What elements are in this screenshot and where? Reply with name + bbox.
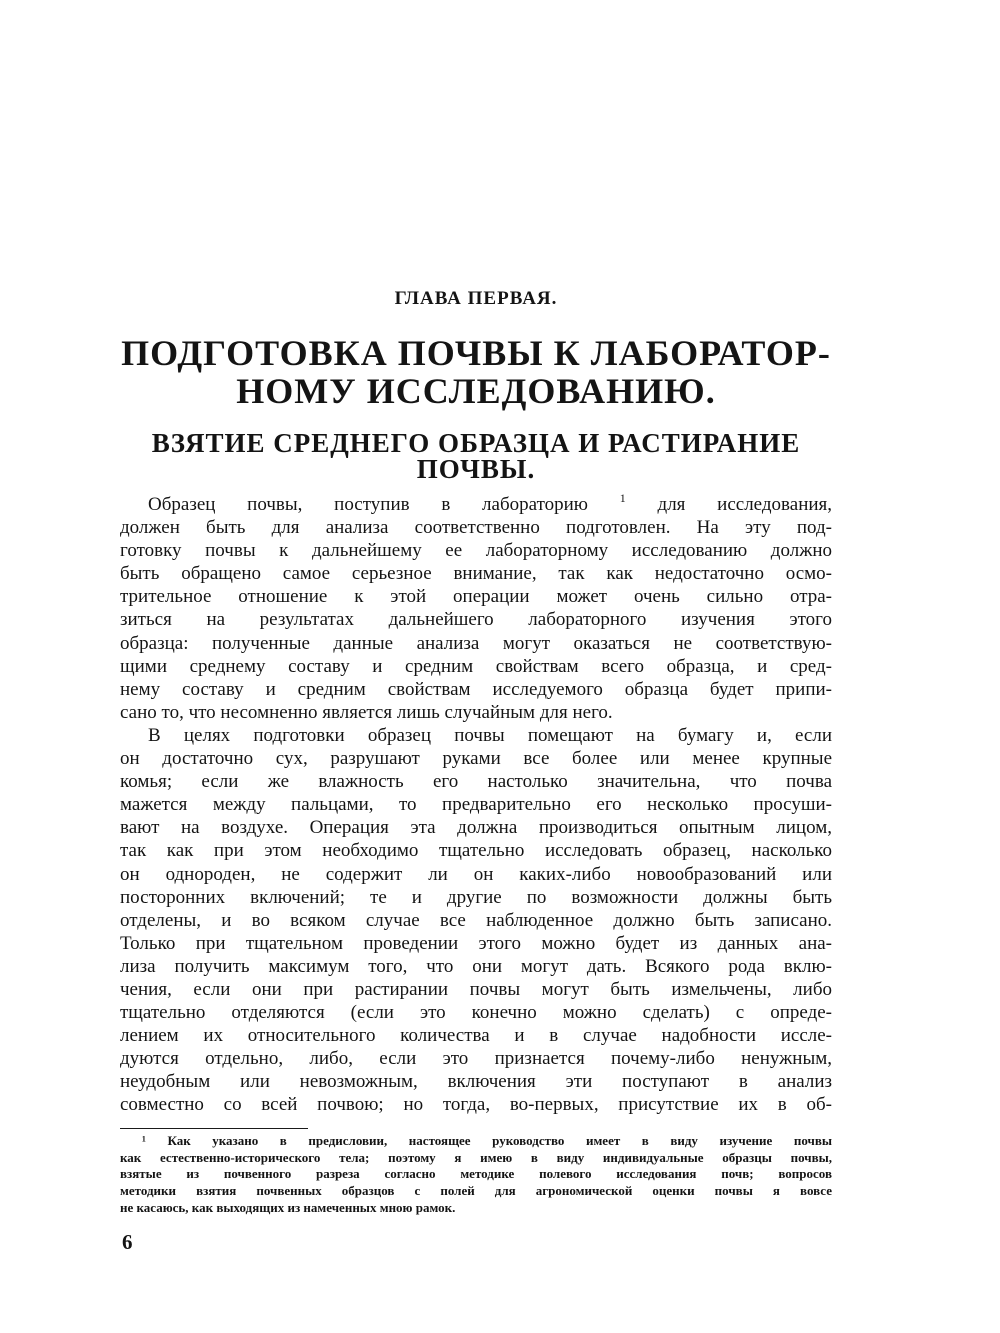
body-line: дуются отдельно, либо, если это признается почему-либо ненужным, (120, 1048, 832, 1070)
body-line-part: для исследования, (657, 494, 833, 515)
chapter-title-line: НОМУ ИССЛЕДОВАНИЮ. (236, 371, 716, 411)
body-line-part: Образец почвы, поступив в лабораторию (148, 494, 588, 515)
body-line: мажется между пальцами, то предварительно его несколько просуши- (120, 794, 832, 816)
body-line: нему составу и средним свойствам исследуемого образца будет припи- (120, 678, 832, 700)
body-line: лиза получить максимум того, что они могут дать. Всякого рода вклю- (120, 955, 832, 977)
body-line: образца: полученные данные анализа могут оказаться не соответствую- (120, 632, 832, 654)
body-line: В целях подготовки образец почвы помещают на бумагу и, если (148, 724, 832, 746)
page-number: 6 (122, 1230, 133, 1254)
footnote (120, 1133, 832, 1216)
body-text (120, 493, 832, 1117)
body-line: вают на воздухе. Операция эта должна производиться опытным лицом, (120, 817, 832, 839)
body-line: так как при этом необходимо тщательно исследовать образец, насколько (120, 840, 832, 862)
body-line: он однороден, не содержит ли он каких-либо новообразований или (120, 863, 832, 885)
footnote-marker: 1 (619, 491, 626, 505)
body-line: трительное отношение к этой операции может очень сильно отра- (120, 586, 832, 608)
book-page (120, 0, 832, 1333)
body-line: посторонних включений; те и другие по возможности должны быть (120, 886, 832, 908)
footnote-line: методики взятия почвенных образцов с полей для агрономической оценки почвы я вовсе (120, 1183, 832, 1199)
body-line (120, 493, 832, 516)
footnote-line: как естественно-исторического тела; поэтому я имею в виду индивидуальные образцы почвы, (120, 1149, 832, 1165)
body-line: сано то, что несомненно является лишь случайным для него. (120, 701, 613, 723)
footnote-line: не касаюсь, как выходящих из намеченных мною рамок. (120, 1199, 456, 1215)
section-title-line: ВЗЯТИЕ СРЕДНЕГО ОБРАЗЦА И РАСТИРАНИЕ (151, 428, 801, 458)
footnote-line: ¹ Как указано в предисловии, настоящее руководство имеет в виду изучение почвы (142, 1133, 832, 1148)
body-line: совместно со всей почвою; но тогда, во-первых, присутствие их в об- (120, 1094, 832, 1116)
body-line: лением их относительного количества и в случае надобности иссле- (120, 1025, 832, 1047)
chapter-title-line: ПОДГОТОВКА ПОЧВЫ К ЛАБОРАТОР- (121, 333, 831, 373)
body-line: чения, если они при растирании почвы могут быть измельчены, либо (120, 978, 832, 1000)
footnote-line: взятые из почвенного разреза согласно методике полевого исследования почв; вопросов (120, 1166, 832, 1182)
section-title (120, 430, 832, 482)
chapter-label: ГЛАВА ПЕРВАЯ. (394, 288, 558, 309)
body-line: зиться на результатах дальнейшего лабораторного изучения этого (120, 609, 832, 631)
body-line: должен быть для анализа соответственно подготовлен. На эту под- (120, 517, 832, 539)
body-line: неудобным или невозможным, включения эти поступают в анализ (120, 1071, 832, 1093)
section-title-line: ПОЧВЫ. (416, 454, 536, 484)
body-line: щими среднему составу и средним свойствам всего образца, и сред- (120, 655, 832, 677)
body-line: отделены, и во всяком случае все наблюденное должно быть записано. (120, 909, 832, 931)
body-line: быть обращено самое серьезное внимание, так как недостаточно осмо- (120, 563, 832, 585)
body-line: комья; если же влажность его настолько значительна, что почва (120, 771, 832, 793)
body-line: готовку почвы к дальнейшему ее лабораторному исследованию должно (120, 540, 832, 562)
footnote-divider (120, 1128, 308, 1129)
body-line: Только при тщательном проведении этого можно будет из данных ана- (120, 932, 832, 954)
body-line: он достаточно сух, разрушают руками все более или менее крупные (120, 748, 832, 770)
body-line: тщательно отделяются (если это конечно можно сделать) с опреде- (120, 1002, 832, 1024)
chapter-title (120, 334, 832, 410)
